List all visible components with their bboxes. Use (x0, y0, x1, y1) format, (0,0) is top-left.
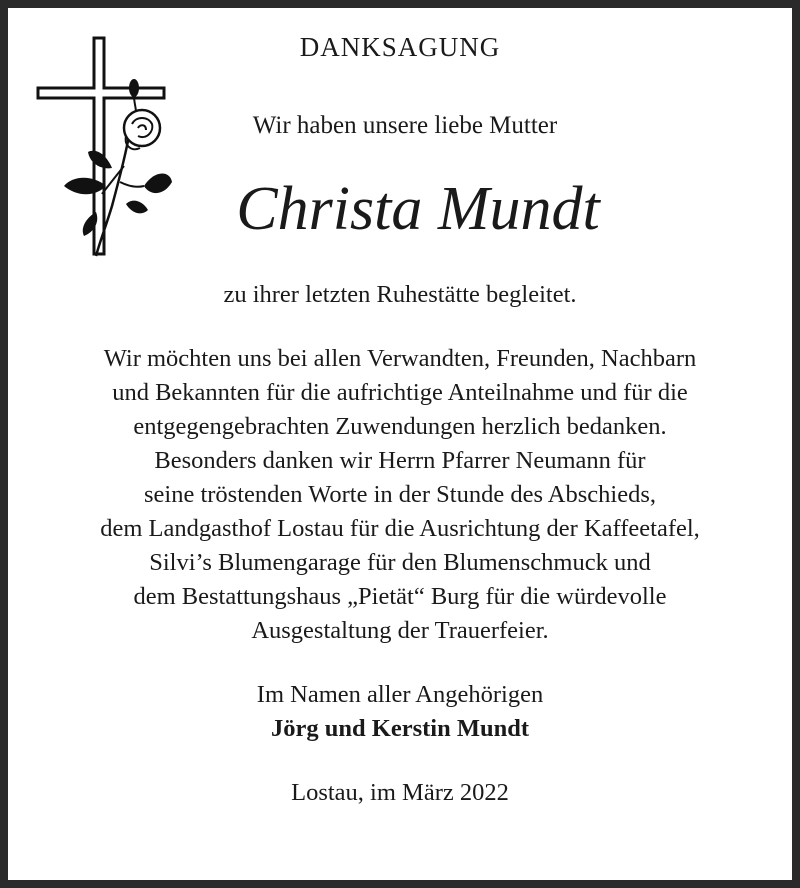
thanks-line: dem Landgasthof Lostau für die Ausrichtung der Kaffeetafel, (100, 515, 700, 542)
family-names: Jörg und Kerstin Mundt (271, 715, 529, 742)
thanks-line: Ausgestaltung der Trauerfeier. (251, 617, 549, 644)
on-behalf-text: Im Namen aller Angehörigen (256, 681, 544, 708)
thanks-line: und Bekannten für die aufrichtige Anteilnahme und für die (112, 379, 688, 406)
cross-with-rose-icon (36, 36, 172, 262)
thanks-line: dem Bestattungshaus „Pietät“ Burg für die würdevolle (133, 583, 667, 610)
thanks-line: Wir möchten uns bei allen Verwandten, Freunden, Nachbarn (103, 345, 697, 372)
intro-text: Wir haben unsere liebe Mutter (252, 112, 558, 139)
burial-line: zu ihrer letzten Ruhestätte begleitet. (223, 281, 577, 308)
deceased-name: Christa Mundt (236, 175, 600, 243)
notice-body (8, 278, 792, 810)
thanks-line: seine tröstenden Worte in der Stunde des Abschieds, (144, 481, 656, 508)
notice-heading: DANKSAGUNG (299, 32, 501, 62)
thanks-line: Besonders danken wir Herrn Pfarrer Neumann für (154, 447, 646, 474)
thanks-line: entgegengebrachten Zuwendungen herzlich bedanken. (133, 413, 667, 440)
thanks-line: Silvi’s Blumengarage für den Blumenschmuck und (149, 549, 651, 576)
place-date: Lostau, im März 2022 (291, 779, 509, 806)
obituary-notice (8, 8, 792, 880)
